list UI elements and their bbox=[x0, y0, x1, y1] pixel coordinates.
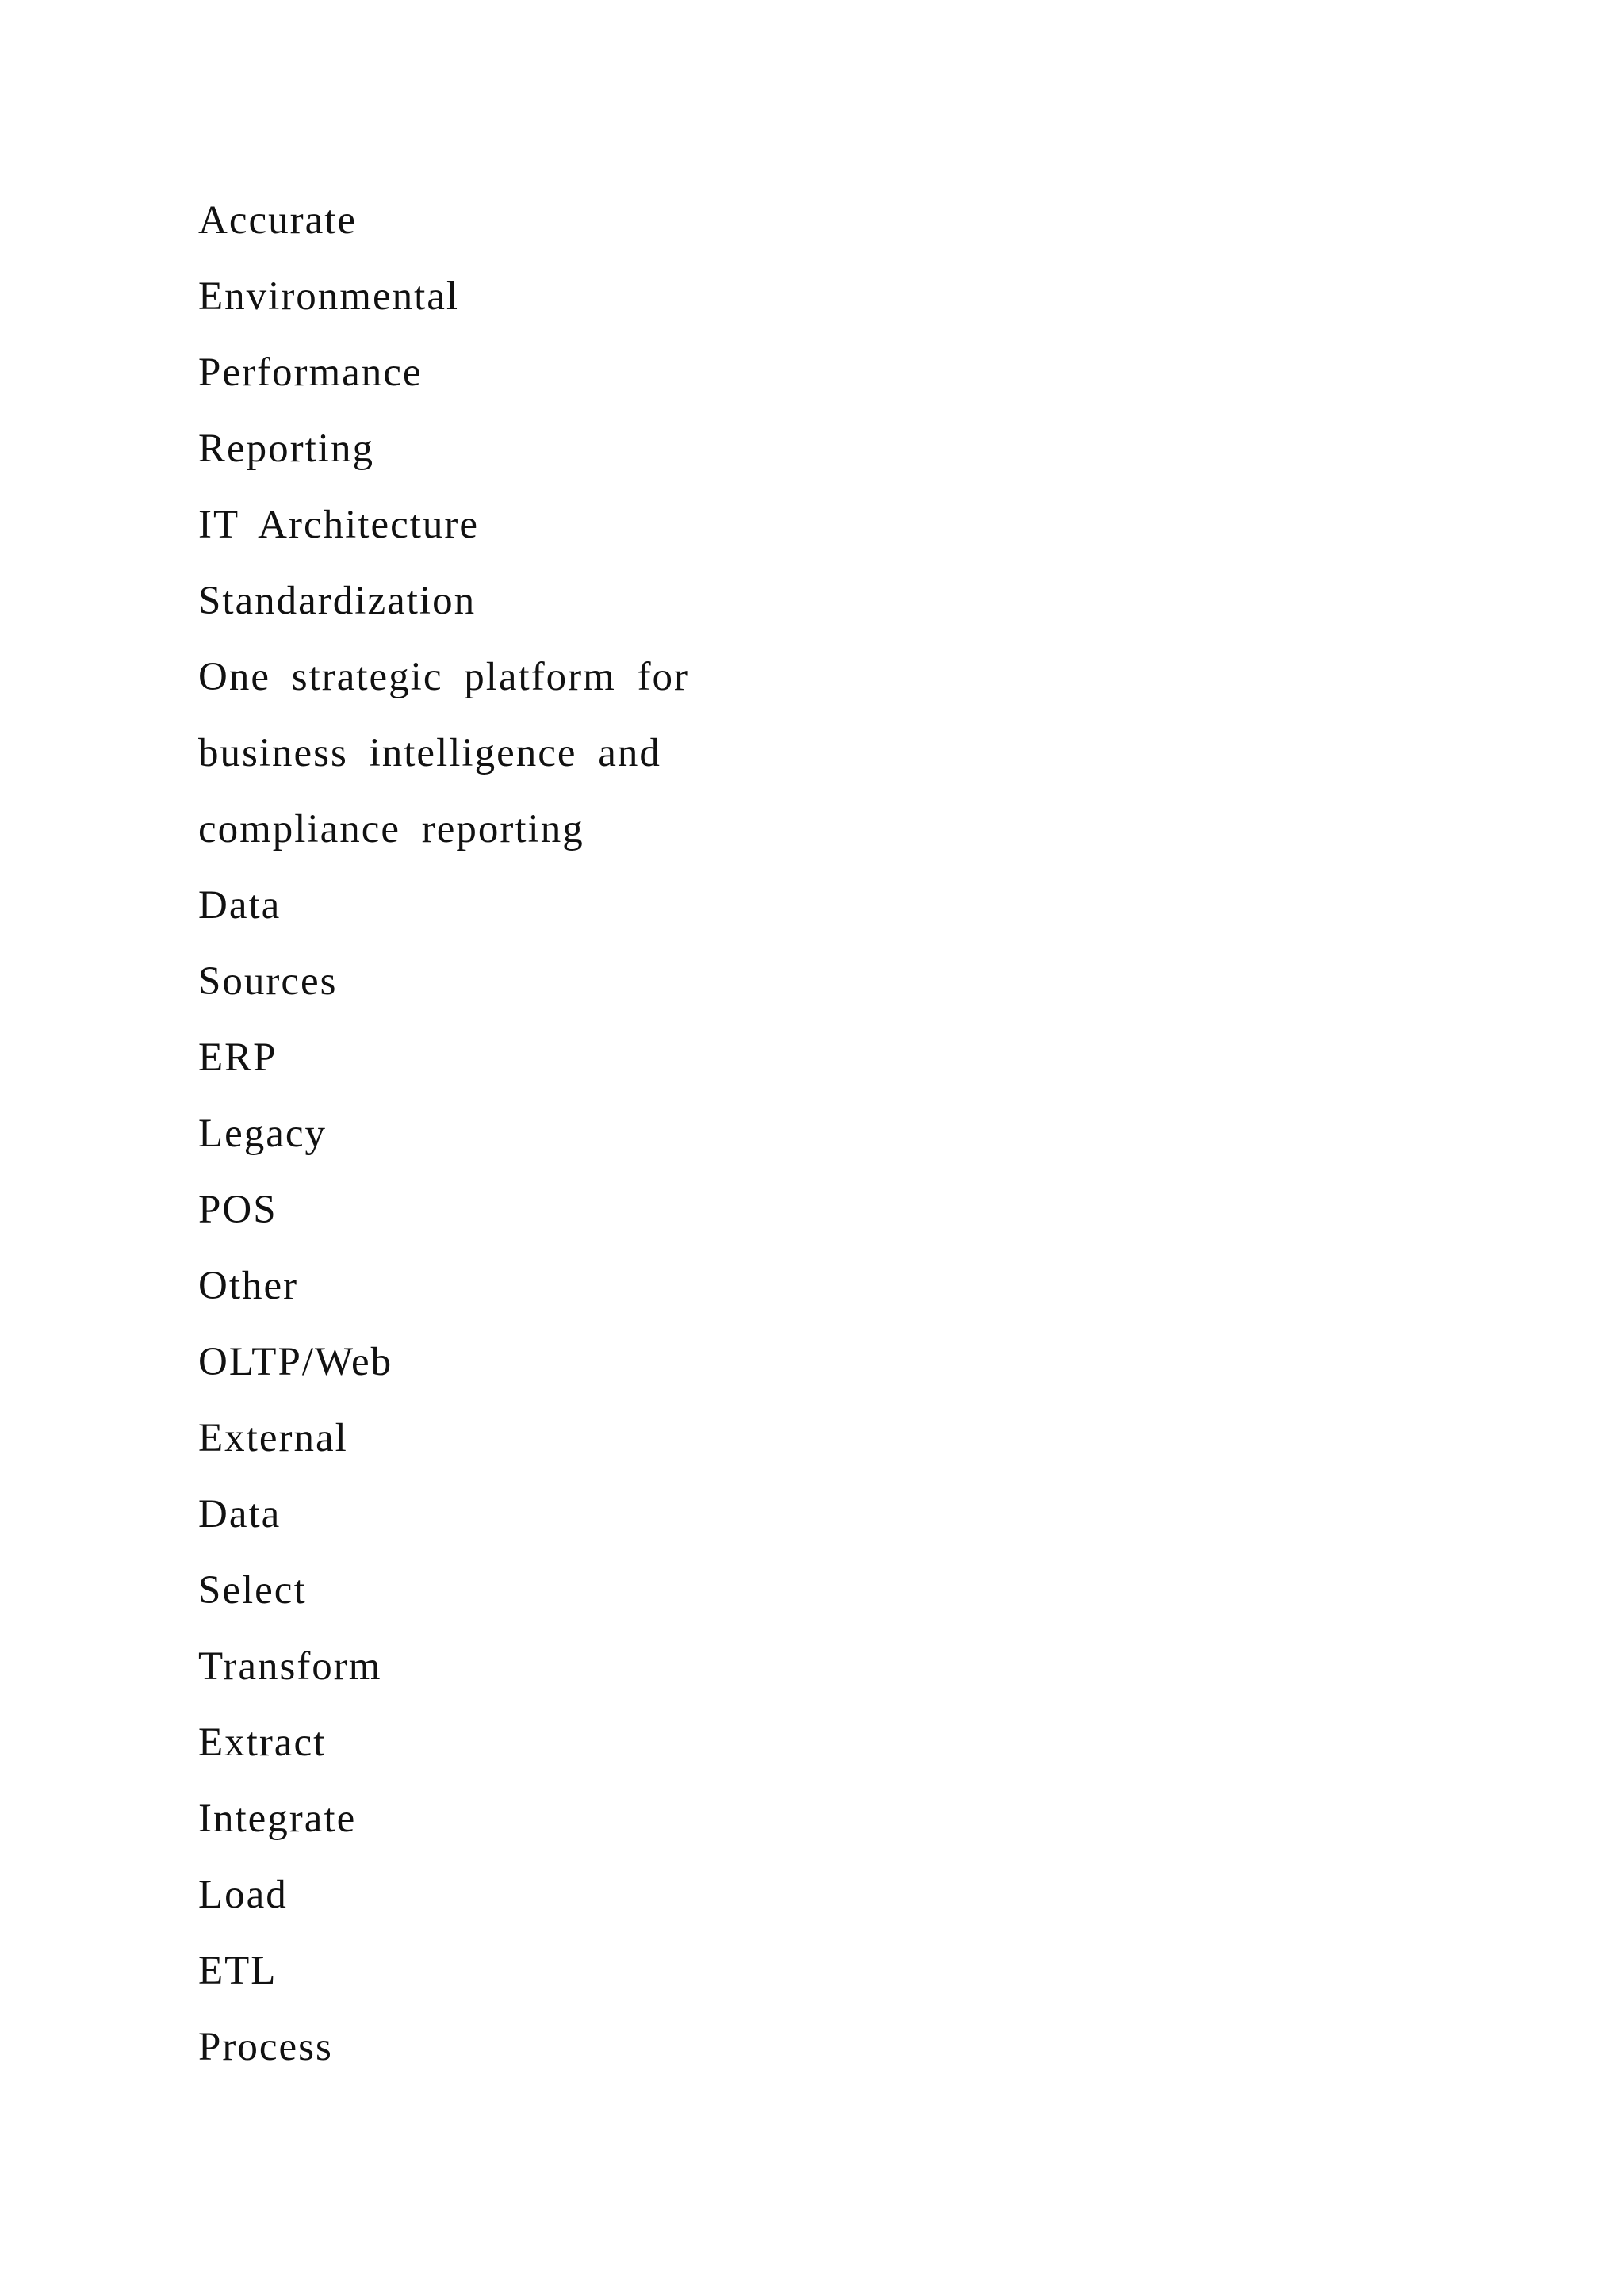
text-line: Data bbox=[198, 1492, 282, 1536]
text-line: Other bbox=[198, 1264, 299, 1308]
text-line: POS bbox=[198, 1188, 278, 1232]
text-line: Select bbox=[198, 1568, 307, 1613]
text-line: IT Architecture bbox=[198, 503, 480, 547]
text-line: Performance bbox=[198, 350, 423, 395]
text-line: ETL bbox=[198, 1949, 278, 1993]
text-line: Accurate bbox=[198, 198, 358, 243]
text-line: Data bbox=[198, 883, 282, 928]
text-line: External bbox=[198, 1416, 348, 1460]
text-line: business intelligence and bbox=[198, 731, 661, 775]
text-block bbox=[198, 194, 689, 2097]
text-line: Integrate bbox=[198, 1797, 357, 1841]
text-line: Sources bbox=[198, 959, 338, 1004]
text-line: Extract bbox=[198, 1720, 327, 1765]
text-line: One strategic platform for bbox=[198, 655, 690, 699]
text-line: Environmental bbox=[198, 274, 460, 319]
text-line: Transform bbox=[198, 1644, 382, 1689]
text-line: Load bbox=[198, 1873, 288, 1917]
text-line: ERP bbox=[198, 1035, 278, 1080]
text-line: Process bbox=[198, 2025, 333, 2069]
text-line: Legacy bbox=[198, 1112, 327, 1156]
text-line: OLTP/Web bbox=[198, 1340, 393, 1384]
text-line: Standardization bbox=[198, 579, 477, 623]
text-line: compliance reporting bbox=[198, 807, 584, 851]
text-line: Reporting bbox=[198, 427, 374, 471]
